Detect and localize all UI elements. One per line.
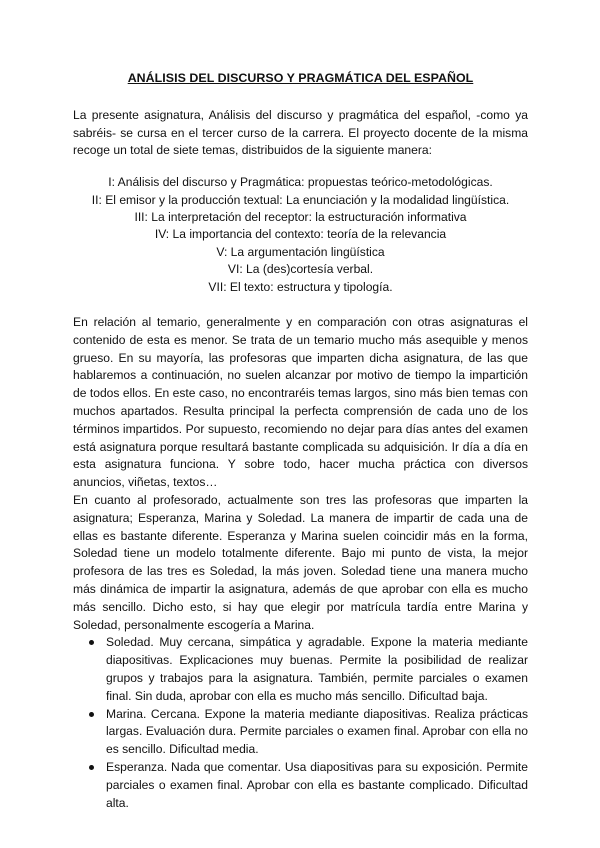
teacher-description: Marina. Cercana. Expone la materia mediante diapositivas. Realiza prácticas largas. Evaluación dura. Permite parciales o examen final. Aprobar con ella no es sencillo. Dificultad media. (106, 706, 528, 757)
teacher-item (93, 759, 528, 812)
bullet-icon (89, 712, 94, 717)
topic-item: VII: El texto: estructura y tipología. (208, 279, 393, 294)
teacher-description: Soledad. Muy cercana, simpática y agradable. Expone la materia mediante diapositivas. Explicaciones muy buenas. Permite la posibilidad de realizar grupos y trabajos para la asignatura. También, permite parciales o examen final. Sin duda, aprobar con ella es mucho más sencillo. Dificultad baja. (106, 635, 528, 703)
profesorado-paragraph: En cuanto al profesorado, actualmente son tres las profesoras que imparten la asignatura; Esperanza, Marina y Soledad. La manera de impartir de cada una de ellas es bastante diferente. Esperanza y Marina suelen coincidir más en la forma, Soledad tiene un modelo totalmente diferente. Bajo mi punto de vista, la mejor profesora de las tres es Soledad, la más joven. Soledad tiene una manera mucho más dinámica de impartir la asignatura, además de que aprobar con ella es mucho más sencillo. Dicho esto, si hay que elegir por matrícula tardía entre Marina y Soledad, personalmente escogería a Marina. (73, 493, 528, 632)
topic-item: IV: La importancia del contexto: teoría de la relevancia (154, 227, 447, 242)
teacher-description: Esperanza. Nada que comentar. Usa diapositivas para su exposición. Permite parciales o examen final. Aprobar con ella es bastante complicado. Dificultad alta. (106, 759, 528, 810)
topic-item: III: La interpretación del receptor: la estructuración informativa (134, 210, 467, 224)
topic-item: II: El emisor y la producción textual: La enunciación y la modalidad lingüística. (91, 192, 510, 207)
document-title: ANÁLISIS DEL DISCURSO Y PRAGMÁTICA DEL ESPAÑOL (127, 71, 474, 85)
intro-paragraph: La presente asignatura, Análisis del discurso y pragmática del español, -como ya sabréis- se cursa en el tercer curso de la carrera. El proyecto docente de la misma recoge un total de siete temas, distribuidos de la siguiente manera: (73, 107, 528, 158)
teacher-item (93, 706, 528, 759)
temario-paragraph: En relación al temario, generalmente y en comparación con otras asignaturas el contenido de esta es menor. Se trata de un temario mucho más asequible y menos grueso. En su mayoría, las profesoras que imparten dicha asignatura, de las que hablaremos a continuación, no suelen alcanzar por motivo de tiempo la impartición de todos ellos. En este caso, no encontraréis temas largos, sino más bien temas con muchos apartados. Resulta principal la perfecta comprensión de cada uno de los términos impartidos. Por supuesto, recomiendo no dejar para días antes del examen está asignatura porque resultará bastante complicada su adquisición. Ir día a día en esta asignatura funciona. Y sobre todo, hacer mucha práctica con diversos anuncios, viñetas, textos… (73, 315, 528, 490)
teacher-item (93, 634, 528, 705)
teacher-list (73, 634, 528, 812)
bullet-icon (89, 765, 94, 770)
topic-item: V: La argumentación lingüística (216, 244, 385, 259)
topic-item: VI: La (des)cortesía verbal. (227, 262, 374, 277)
topic-item: I: Análisis del discurso y Pragmática: propuestas teórico-metodológicas. (108, 175, 493, 190)
topic-list (73, 174, 528, 296)
bullet-icon (89, 640, 94, 645)
